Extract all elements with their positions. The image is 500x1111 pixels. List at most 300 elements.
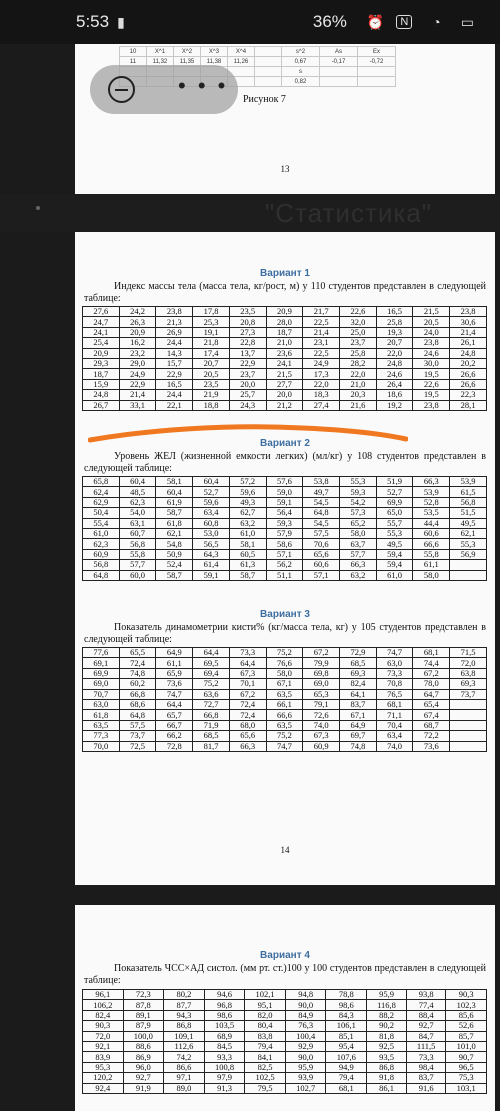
table-row — [83, 689, 487, 699]
table-cell: 67,1 — [266, 679, 303, 689]
table-cell: 63,4 — [376, 731, 413, 741]
table-cell: 88,2 — [367, 1010, 407, 1020]
table-cell: 49,5 — [376, 539, 413, 549]
table-cell: 50,4 — [83, 508, 120, 518]
table-cell: 62,4 — [83, 487, 120, 497]
table-row — [83, 1031, 487, 1041]
table-row — [83, 1052, 487, 1062]
table-cell: 83,9 — [83, 1052, 124, 1062]
table-cell: 18,6 — [376, 390, 413, 400]
table-cell: 72,7 — [193, 699, 230, 709]
table-cell: 23,8 — [413, 338, 450, 348]
table-row — [83, 338, 487, 348]
table-cell: 69,5 — [193, 658, 230, 668]
table-cell: 79,1 — [303, 699, 340, 709]
table-cell: 61,9 — [156, 497, 193, 507]
table-cell — [450, 699, 487, 709]
page-number-13: 13 — [280, 164, 290, 174]
table-cell: 69,4 — [193, 668, 230, 678]
table-cell: 23,5 — [229, 307, 266, 317]
table-cell: 62,1 — [156, 528, 193, 538]
table-row — [83, 699, 487, 709]
table-cell: 55,4 — [83, 518, 120, 528]
table-cell: 61,5 — [450, 487, 487, 497]
table-cell — [450, 710, 487, 720]
table-cell: 91,9 — [123, 1083, 164, 1093]
table-cell: 57,9 — [266, 528, 303, 538]
table-cell: 57,2 — [229, 477, 266, 487]
table-cell: 86,8 — [367, 1062, 407, 1072]
table-cell: 60,4 — [156, 487, 193, 497]
variant-3-title: Вариант 3 — [260, 609, 310, 620]
table-cell: 79,9 — [303, 658, 340, 668]
table-cell: 21,2 — [266, 400, 303, 410]
document-page-14[interactable] — [75, 232, 495, 885]
table-cell: 24,0 — [413, 327, 450, 337]
table-cell: 72,0 — [450, 658, 487, 668]
table-row — [83, 549, 487, 559]
table-cell: 60,7 — [119, 528, 156, 538]
table-cell: 92,9 — [285, 1041, 326, 1051]
table-cell: 24,1 — [266, 358, 303, 368]
table-cell: 64,3 — [193, 549, 230, 559]
table-cell: 80,2 — [164, 990, 205, 1000]
table-cell: 55,8 — [413, 549, 450, 559]
table-cell: 24,6 — [376, 369, 413, 379]
table-cell: 78,0 — [413, 679, 450, 689]
table-cell: 58,0 — [413, 570, 450, 580]
table-cell: 100,0 — [123, 1031, 164, 1041]
table-cell: 48,5 — [119, 487, 156, 497]
table-cell: 28,0 — [266, 317, 303, 327]
table-cell: 26,9 — [156, 327, 193, 337]
table-cell: 64,4 — [193, 648, 230, 658]
table-cell: 86,1 — [367, 1083, 407, 1093]
table-cell: 54,5 — [303, 518, 340, 528]
table-cell: 86,8 — [164, 1021, 205, 1031]
mini-cell: -0,17 — [320, 57, 358, 67]
table-cell: 69,3 — [450, 679, 487, 689]
table-cell: 72,5 — [119, 741, 156, 751]
table-cell: 96,0 — [123, 1062, 164, 1072]
table-cell: 66,3 — [340, 560, 377, 570]
table-cell: 14,3 — [156, 348, 193, 358]
table-cell: 87,8 — [123, 1000, 164, 1010]
more-options-icon[interactable]: • • • — [178, 73, 229, 98]
table-cell: 24,6 — [413, 348, 450, 358]
table-cell: 22,3 — [450, 390, 487, 400]
table-cell: 65,9 — [156, 668, 193, 678]
table-cell: 64,8 — [119, 710, 156, 720]
table-cell: 77,3 — [83, 731, 120, 741]
table-cell: 59,0 — [266, 487, 303, 497]
table-cell: 65,7 — [156, 710, 193, 720]
table-cell: 28,1 — [450, 400, 487, 410]
table-row — [83, 1083, 487, 1093]
table-cell: 56,8 — [119, 539, 156, 549]
table-cell: 66,8 — [119, 689, 156, 699]
table-cell: 21,6 — [340, 400, 377, 410]
table-cell: 63,6 — [193, 689, 230, 699]
table-cell: 62,1 — [450, 528, 487, 538]
table-cell: 52,7 — [376, 487, 413, 497]
table-cell: 25,8 — [376, 317, 413, 327]
table-cell: 76,5 — [376, 689, 413, 699]
table-row — [83, 477, 487, 487]
table-cell: 57,1 — [266, 549, 303, 559]
table-cell: 33,1 — [119, 400, 156, 410]
table-cell: 57,3 — [340, 508, 377, 518]
table-cell: 103,1 — [446, 1083, 487, 1093]
alarm-icon: ⏰ — [366, 13, 385, 30]
table-cell: 57,6 — [266, 477, 303, 487]
table-cell: 91,6 — [407, 1083, 446, 1093]
table-cell: 20,5 — [413, 317, 450, 327]
table-cell: 67,2 — [413, 668, 450, 678]
table-cell: 93,9 — [285, 1073, 326, 1083]
table-cell: 24,8 — [376, 358, 413, 368]
table-cell: 54,2 — [340, 497, 377, 507]
table-cell: 20,3 — [340, 390, 377, 400]
table-cell: 61,0 — [376, 570, 413, 580]
variant-3-table — [82, 647, 487, 752]
table-cell: 72,6 — [303, 710, 340, 720]
table-cell: 18,7 — [266, 327, 303, 337]
table-cell: 74,0 — [376, 741, 413, 751]
table-cell: 93,5 — [367, 1052, 407, 1062]
table-cell: 16,2 — [119, 338, 156, 348]
table-cell: 62,7 — [229, 508, 266, 518]
mini-cell: X^2 — [174, 47, 201, 57]
table-cell: 103,5 — [204, 1021, 245, 1031]
table-cell: 63,5 — [83, 720, 120, 730]
table-cell: 74,7 — [156, 689, 193, 699]
table-cell: 74,4 — [413, 658, 450, 668]
table-cell: 101,0 — [446, 1041, 487, 1051]
table-cell: 72,4 — [229, 710, 266, 720]
table-cell: 20,7 — [376, 338, 413, 348]
table-cell: 61,0 — [229, 528, 266, 538]
table-cell: 69,3 — [340, 668, 377, 678]
table-cell: 87,7 — [164, 1000, 205, 1010]
table-cell: 23,7 — [229, 369, 266, 379]
table-cell: 88,4 — [407, 1010, 446, 1020]
mini-cell: 11,32 — [147, 57, 174, 67]
table-cell: 23,1 — [303, 338, 340, 348]
table-cell: 22,6 — [413, 379, 450, 389]
table-cell: 106,2 — [83, 1000, 124, 1010]
table-cell: 24,9 — [119, 369, 156, 379]
table-row — [83, 560, 487, 570]
table-row — [83, 379, 487, 389]
table-cell: 49,7 — [303, 487, 340, 497]
table-cell: 19,5 — [413, 369, 450, 379]
table-cell: 100,8 — [204, 1062, 245, 1072]
mini-cell — [320, 67, 358, 77]
table-cell: 60,9 — [303, 741, 340, 751]
table-cell: 20,0 — [229, 379, 266, 389]
table-cell: 71,1 — [376, 710, 413, 720]
table-row — [83, 1062, 487, 1072]
table-cell: 58,0 — [340, 528, 377, 538]
table-cell: 70,7 — [83, 689, 120, 699]
table-cell: 54,8 — [156, 539, 193, 549]
document-page-15[interactable] — [75, 905, 495, 1111]
table-cell: 26,6 — [450, 369, 487, 379]
mini-cell — [255, 57, 282, 67]
table-row — [83, 497, 487, 507]
table-row — [83, 668, 487, 678]
table-cell: 64,7 — [413, 689, 450, 699]
table-cell: 55,8 — [119, 549, 156, 559]
table-cell: 26,3 — [119, 317, 156, 327]
table-cell: 74,8 — [119, 668, 156, 678]
variant-1-title: Вариант 1 — [260, 268, 310, 279]
table-cell: 72,8 — [156, 741, 193, 751]
table-cell: 75,2 — [193, 679, 230, 689]
page-number-14: 14 — [280, 845, 290, 855]
table-cell: 18,8 — [193, 400, 230, 410]
table-cell: 67,2 — [229, 689, 266, 699]
table-cell: 68,0 — [229, 720, 266, 730]
table-cell: 21,4 — [303, 327, 340, 337]
table-cell: 73,6 — [413, 741, 450, 751]
table-cell: 61,8 — [83, 710, 120, 720]
table-cell: 84,7 — [407, 1031, 446, 1041]
table-cell: 16,5 — [376, 307, 413, 317]
table-cell: 73,3 — [376, 668, 413, 678]
wifi-icon: ◔ — [432, 14, 441, 30]
table-cell: 30,0 — [413, 358, 450, 368]
table-cell — [450, 741, 487, 751]
table-cell: 62,9 — [83, 497, 120, 507]
table-cell: 15,7 — [156, 358, 193, 368]
table-cell: 22,0 — [303, 379, 340, 389]
mini-cell: X^4 — [228, 47, 255, 57]
table-row — [83, 1000, 487, 1010]
table-cell: 20,2 — [450, 358, 487, 368]
table-cell: 21,5 — [413, 307, 450, 317]
table-cell: 21,5 — [266, 369, 303, 379]
table-cell: 85,6 — [446, 1010, 487, 1020]
table-cell: 27,7 — [266, 379, 303, 389]
table-cell: 25,7 — [229, 390, 266, 400]
table-cell: 86,6 — [164, 1062, 205, 1072]
table-cell: 68,9 — [204, 1031, 245, 1041]
table-cell: 61,3 — [229, 560, 266, 570]
table-cell: 24,7 — [83, 317, 120, 327]
table-cell: 25,0 — [340, 327, 377, 337]
table-row — [83, 1041, 487, 1051]
table-cell: 83,8 — [245, 1031, 286, 1041]
table-cell: 61,4 — [193, 560, 230, 570]
table-cell: 65,6 — [229, 731, 266, 741]
mini-cell: X^3 — [201, 47, 228, 57]
table-cell: 22,5 — [303, 348, 340, 358]
table-cell: 70,0 — [83, 741, 120, 751]
mini-cell: -0,72 — [358, 57, 396, 67]
mini-cell: 11,35 — [174, 57, 201, 67]
table-cell: 75,2 — [266, 731, 303, 741]
table-cell: 76,6 — [266, 658, 303, 668]
table-cell: 69,7 — [340, 731, 377, 741]
table-cell: 82,5 — [245, 1062, 286, 1072]
table-cell: 89,0 — [164, 1083, 205, 1093]
table-cell: 21,0 — [266, 338, 303, 348]
table-cell: 22,9 — [119, 379, 156, 389]
table-cell: 23,8 — [156, 307, 193, 317]
table-cell: 58,1 — [229, 539, 266, 549]
table-cell: 106,1 — [326, 1021, 367, 1031]
table-cell: 79,4 — [245, 1041, 286, 1051]
table-cell: 82,4 — [340, 679, 377, 689]
table-cell — [450, 560, 487, 570]
table-cell: 66,3 — [413, 477, 450, 487]
table-cell: 74,7 — [266, 741, 303, 751]
table-cell: 20,9 — [83, 348, 120, 358]
table-cell: 65,6 — [303, 549, 340, 559]
table-cell: 60,6 — [413, 528, 450, 538]
table-cell: 20,5 — [193, 369, 230, 379]
table-cell: 66,1 — [266, 699, 303, 709]
table-cell — [450, 731, 487, 741]
table-cell: 65,8 — [83, 477, 120, 487]
table-cell: 53,9 — [450, 477, 487, 487]
table-cell: 74,2 — [164, 1052, 205, 1062]
table-cell: 87,9 — [123, 1021, 164, 1031]
table-cell: 28,2 — [340, 358, 377, 368]
table-cell: 84,9 — [285, 1010, 326, 1020]
table-cell: 73,3 — [229, 648, 266, 658]
table-cell: 93,3 — [204, 1052, 245, 1062]
table-cell: 112,6 — [164, 1041, 205, 1051]
table-cell: 30,6 — [450, 317, 487, 327]
table-cell: 18,7 — [83, 369, 120, 379]
table-cell: 69,9 — [376, 497, 413, 507]
mini-cell — [255, 67, 282, 77]
network-badge-icon: N — [396, 15, 412, 29]
table-cell: 25,4 — [83, 338, 120, 348]
table-cell: 23,7 — [340, 338, 377, 348]
table-cell: 86,9 — [123, 1052, 164, 1062]
table-cell: 56,4 — [266, 508, 303, 518]
table-cell: 62,3 — [119, 497, 156, 507]
table-cell: 56,5 — [193, 539, 230, 549]
table-cell: 74,8 — [340, 741, 377, 751]
table-cell: 58,7 — [156, 508, 193, 518]
table-cell: 27,6 — [83, 307, 120, 317]
background-dot — [36, 206, 40, 210]
table-cell: 17,4 — [193, 348, 230, 358]
table-cell: 96,5 — [446, 1062, 487, 1072]
variant-2-table — [82, 476, 487, 581]
mini-cell: 11,26 — [228, 57, 255, 67]
table-cell: 66,3 — [229, 741, 266, 751]
table-cell: 20,0 — [266, 390, 303, 400]
table-row — [83, 317, 487, 327]
table-cell: 53,0 — [193, 528, 230, 538]
table-cell: 81,7 — [193, 741, 230, 751]
table-cell: 63,2 — [229, 518, 266, 528]
mini-cell — [358, 77, 396, 87]
table-row — [83, 369, 487, 379]
table-cell: 90,3 — [83, 1021, 124, 1031]
table-cell: 98,4 — [407, 1062, 446, 1072]
table-row — [83, 327, 487, 337]
table-cell: 81,8 — [367, 1031, 407, 1041]
table-cell: 72,4 — [229, 699, 266, 709]
mini-cell: 0,67 — [282, 57, 320, 67]
table-cell: 73,7 — [119, 731, 156, 741]
table-cell: 58,1 — [156, 477, 193, 487]
table-cell: 67,3 — [303, 731, 340, 741]
table-cell: 76,3 — [285, 1021, 326, 1031]
table-cell: 59,3 — [266, 518, 303, 528]
table-cell: 24,8 — [83, 390, 120, 400]
variant-4-table — [82, 989, 487, 1094]
table-cell: 53,5 — [413, 508, 450, 518]
table-cell: 24,3 — [229, 400, 266, 410]
table-cell: 22,1 — [156, 400, 193, 410]
table-cell: 18,3 — [303, 390, 340, 400]
table-cell: 102,3 — [446, 1000, 487, 1010]
table-cell: 72,0 — [83, 1031, 124, 1041]
figure-caption: Рисунок 7 — [243, 94, 286, 105]
table-cell: 26,7 — [83, 400, 120, 410]
table-cell: 26,1 — [450, 338, 487, 348]
table-cell: 65,0 — [376, 508, 413, 518]
table-cell: 120,2 — [83, 1073, 124, 1083]
table-cell: 64,9 — [156, 648, 193, 658]
table-cell: 66,6 — [266, 710, 303, 720]
table-cell: 17,8 — [193, 307, 230, 317]
table-row — [83, 731, 487, 741]
table-cell: 23,8 — [450, 307, 487, 317]
variant-4-title: Вариант 4 — [260, 950, 310, 961]
zoom-out-icon[interactable] — [108, 76, 135, 103]
table-cell: 21,4 — [119, 390, 156, 400]
table-cell: 25,8 — [340, 348, 377, 358]
table-cell: 59,3 — [340, 487, 377, 497]
table-cell: 67,3 — [229, 668, 266, 678]
table-cell: 84,1 — [245, 1052, 286, 1062]
table-cell: 90,0 — [285, 1000, 326, 1010]
table-cell: 72,3 — [123, 990, 164, 1000]
table-cell: 102,7 — [285, 1083, 326, 1093]
table-cell: 20,9 — [119, 327, 156, 337]
table-row — [83, 1073, 487, 1083]
table-cell: 83,7 — [340, 699, 377, 709]
table-cell: 66,7 — [156, 720, 193, 730]
table-cell: 69,9 — [83, 668, 120, 678]
table-cell: 57,5 — [303, 528, 340, 538]
table-cell: 65,2 — [340, 518, 377, 528]
table-cell: 56,2 — [266, 560, 303, 570]
table-cell: 95,3 — [83, 1062, 124, 1072]
table-cell: 59,6 — [193, 497, 230, 507]
table-cell: 57,7 — [340, 549, 377, 559]
table-cell: 70,8 — [376, 679, 413, 689]
table-cell: 61,1 — [156, 658, 193, 668]
table-cell: 59,1 — [266, 497, 303, 507]
table-cell: 82,4 — [83, 1010, 124, 1020]
table-cell: 97,9 — [204, 1073, 245, 1083]
mini-cell: 11 — [120, 57, 147, 67]
table-cell: 54,0 — [119, 508, 156, 518]
table-row — [83, 348, 487, 358]
table-cell: 98,6 — [204, 1010, 245, 1020]
table-cell: 72,2 — [413, 731, 450, 741]
